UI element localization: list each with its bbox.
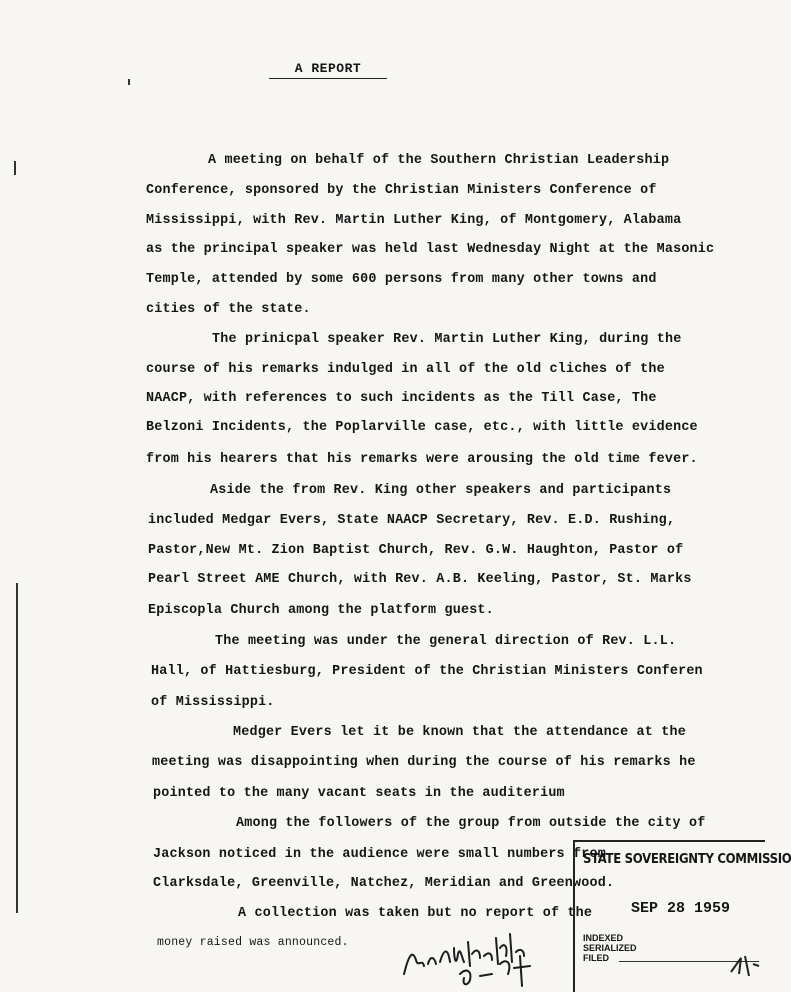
body-line: Episcopla Church among the platform guest.	[148, 603, 494, 618]
body-line: Pearl Street AME Church, with Rev. A.B. Keeling, Pastor, St. Marks	[148, 572, 692, 587]
body-line: course of his remarks indulged in all of the old cliches of the	[146, 362, 665, 377]
body-line: Medger Evers let it be known that the attendance at the	[233, 725, 686, 740]
body-line: Clarksdale, Greenville, Natchez, Meridian and Greenwood.	[153, 876, 615, 891]
body-line: Mississippi, with Rev. Martin Luther King, of Montgomery, Alabama	[146, 213, 682, 228]
report-title: A REPORT	[294, 61, 362, 76]
body-line: A collection was taken but no report of the	[238, 906, 593, 921]
body-line: Aside the from Rev. King other speakers and participants	[210, 483, 672, 498]
margin-scan-mark	[128, 79, 130, 85]
stamp-heading: STATE SOVEREIGNTY COMMISSIO	[583, 852, 791, 867]
margin-scan-line	[16, 583, 18, 913]
body-line: The prinicpal speaker Rev. Martin Luther King, during the	[212, 332, 682, 347]
body-line: cities of the state.	[146, 302, 311, 317]
stamp-filed: FILED	[583, 953, 609, 963]
body-line: NAACP, with references to such incidents as the Till Case, The	[146, 391, 657, 406]
body-line: Conference, sponsored by the Christian Ministers Conference of	[146, 183, 657, 198]
body-line: Among the followers of the group from outside the city of	[236, 816, 706, 831]
body-line: included Medgar Evers, State NAACP Secretary, Rev. E.D. Rushing,	[148, 513, 676, 528]
body-line: Jackson noticed in the audience were small numbers from	[153, 847, 606, 862]
stamp-initials	[727, 950, 761, 980]
body-line: Pastor,New Mt. Zion Baptist Church, Rev. G.W. Haughton, Pastor of	[148, 543, 684, 558]
body-line: as the principal speaker was held last Wednesday Night at the Masonic	[146, 242, 715, 257]
body-line: Belzoni Incidents, the Poplarville case, etc., with little evidence	[146, 420, 698, 435]
body-line: Temple, attended by some 600 persons from many other towns and	[146, 272, 657, 287]
received-stamp	[573, 840, 791, 992]
body-line: Hall, of Hattiesburg, President of the Christian Ministers Conferen	[151, 664, 703, 679]
body-line: The meeting was under the general direction of Rev. L.L.	[215, 634, 677, 649]
body-line: pointed to the many vacant seats in the auditerium	[153, 786, 565, 801]
body-line: A meeting on behalf of the Southern Christian Leadership	[208, 153, 670, 168]
body-line: of Mississippi.	[151, 695, 275, 710]
body-line: meeting was disappointing when during the course of his remarks he	[152, 755, 696, 770]
handwritten-signature	[400, 918, 585, 990]
body-line: money raised was announced.	[157, 936, 349, 949]
title-underline	[269, 78, 387, 79]
stamp-indexed: INDEXED	[583, 933, 624, 943]
margin-scan-mark	[14, 161, 16, 175]
body-line: from his hearers that his remarks were arousing the old time fever.	[146, 452, 698, 467]
stamp-date: SEP 28 1959	[631, 900, 731, 917]
stamp-serialized: SERIALIZED	[583, 943, 637, 953]
